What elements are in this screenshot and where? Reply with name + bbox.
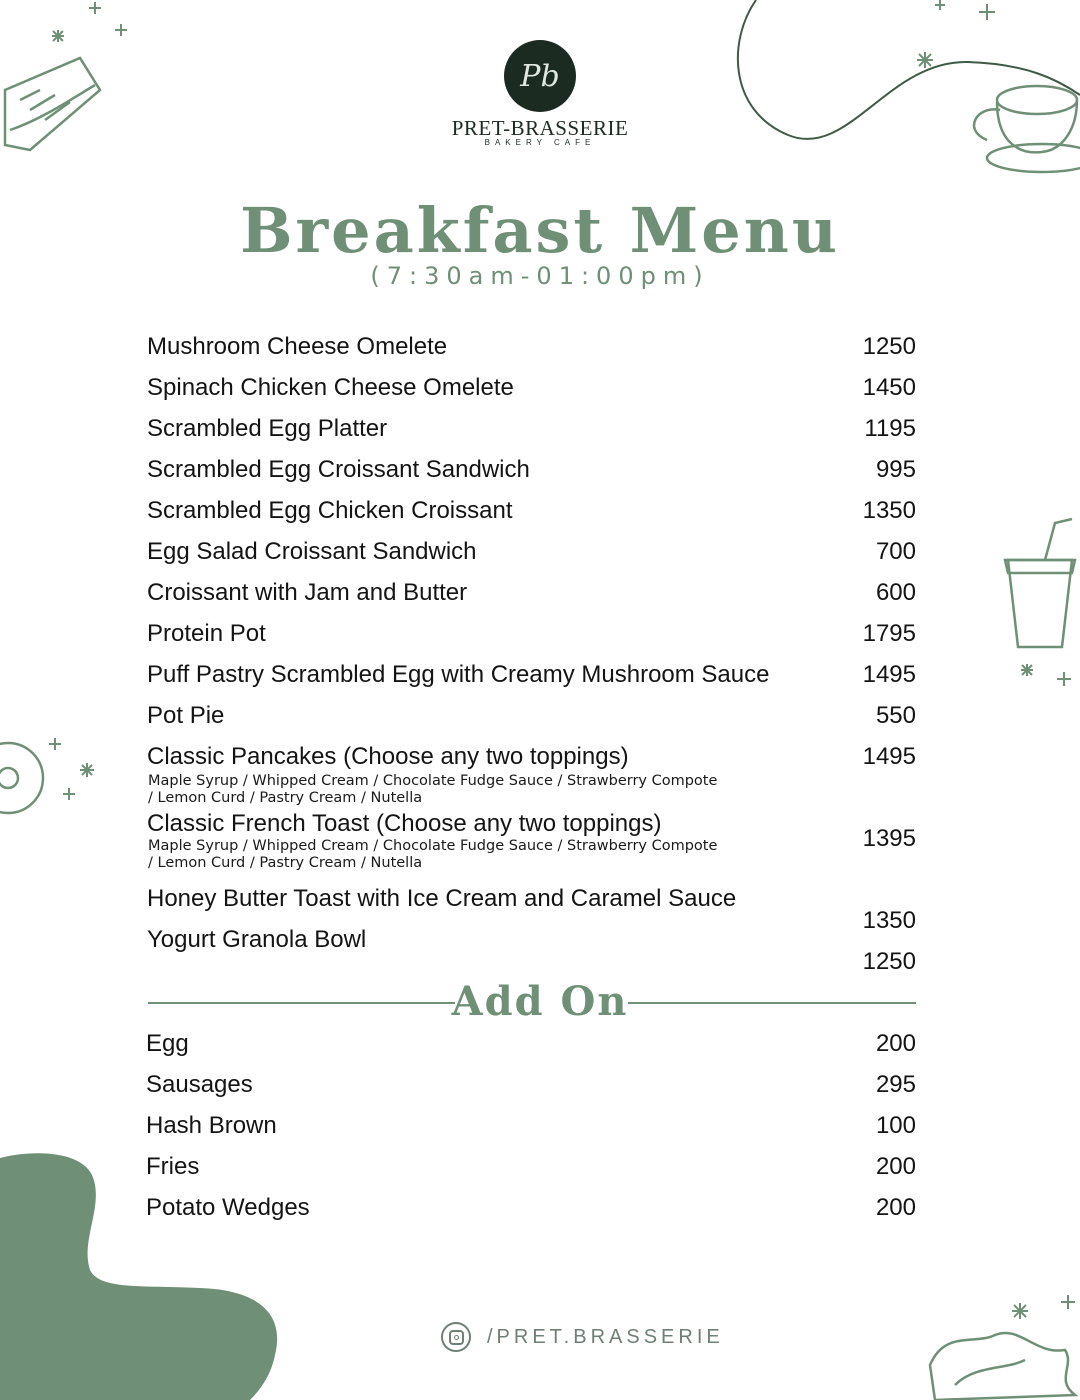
- addon-item: [146, 1193, 916, 1225]
- item-price: 1350: [862, 907, 916, 934]
- addon-name: Potato Wedges: [146, 1194, 310, 1221]
- instagram-handle[interactable]: /PRET.BRASSERIE: [487, 1326, 724, 1348]
- item-price: 1450: [862, 374, 916, 401]
- item-toppings-line: Maple Syrup / Whipped Cream / Chocolate Fudge Sauce / Strawberry Compote: [148, 838, 718, 854]
- item-name: Yogurt Granola Bowl: [147, 926, 367, 953]
- item-name: Scrambled Egg Chicken Croissant: [147, 497, 513, 524]
- item-toppings-line: Maple Syrup / Whipped Cream / Chocolate Fudge Sauce / Strawberry Compote: [148, 773, 718, 789]
- item-price: 995: [875, 456, 916, 483]
- addon-name: Hash Brown: [146, 1112, 277, 1139]
- addon-price: 200: [875, 1153, 916, 1180]
- addon-price: 100: [875, 1112, 916, 1139]
- item-name: Puff Pastry Scrambled Egg with Creamy Mushroom Sauce: [147, 661, 770, 688]
- item-name: Protein Pot: [147, 620, 266, 647]
- addon-price: 200: [875, 1194, 916, 1221]
- logo-monogram: Pb: [504, 40, 576, 112]
- addon-name: Fries: [146, 1153, 200, 1180]
- menu-item: [147, 578, 916, 610]
- addon-section-title: Add On: [451, 978, 629, 1025]
- item-name: Egg Salad Croissant Sandwich: [147, 538, 477, 565]
- item-price: 1495: [862, 661, 916, 688]
- addon-item: [146, 1152, 916, 1184]
- item-price: 700: [875, 538, 916, 565]
- item-price: 1250: [862, 948, 916, 975]
- menu-item: [147, 455, 916, 487]
- menu-item: [147, 332, 916, 364]
- item-name: Spinach Chicken Cheese Omelete: [147, 374, 514, 401]
- menu-item: [147, 701, 916, 733]
- menu-item: [147, 809, 916, 875]
- item-price: 1350: [862, 497, 916, 524]
- menu-item: [147, 925, 916, 975]
- item-price: 550: [875, 702, 916, 729]
- menu-item: [147, 373, 916, 405]
- brand-subtitle: BAKERY CAFE: [484, 138, 596, 146]
- item-name: Classic French Toast (Choose any two toppings): [147, 810, 662, 837]
- item-name: Croissant with Jam and Butter: [147, 579, 468, 606]
- item-toppings-line: / Lemon Curd / Pastry Cream / Nutella: [148, 790, 423, 806]
- item-price: 600: [875, 579, 916, 606]
- menu-item: [147, 660, 916, 692]
- addon-item: [146, 1029, 916, 1061]
- addon-item: [146, 1070, 916, 1102]
- addon-price: 295: [875, 1071, 916, 1098]
- item-price: 1250: [862, 333, 916, 360]
- menu-item: [147, 884, 916, 934]
- item-toppings-line: / Lemon Curd / Pastry Cream / Nutella: [148, 855, 423, 871]
- instagram-icon[interactable]: [441, 1322, 471, 1352]
- item-price: 1395: [862, 825, 916, 852]
- addon-item: [146, 1111, 916, 1143]
- item-name: Scrambled Egg Platter: [147, 415, 388, 442]
- item-name: Mushroom Cheese Omelete: [147, 333, 448, 360]
- menu-title: Breakfast Menu: [240, 194, 840, 267]
- menu-item: [147, 537, 916, 569]
- item-price: 1495: [862, 743, 916, 770]
- brand-logo: [440, 40, 640, 146]
- item-price: 1795: [862, 620, 916, 647]
- addon-name: Sausages: [146, 1071, 253, 1098]
- addon-name: Egg: [146, 1030, 189, 1057]
- brand-name: PRET-BRASSERIE: [451, 116, 629, 140]
- item-name: Scrambled Egg Croissant Sandwich: [147, 456, 530, 483]
- item-name: Classic Pancakes (Choose any two toppings): [147, 743, 629, 770]
- menu-item: [147, 619, 916, 651]
- menu-item: [147, 742, 916, 808]
- item-name: Pot Pie: [147, 702, 225, 729]
- item-price: 1195: [864, 415, 916, 442]
- item-name: Honey Butter Toast with Ice Cream and Caramel Sauce: [147, 885, 737, 912]
- addon-price: 200: [875, 1030, 916, 1057]
- menu-item: [147, 414, 916, 446]
- menu-hours: (7:30am-01:00pm): [370, 262, 710, 290]
- menu-item: [147, 496, 916, 528]
